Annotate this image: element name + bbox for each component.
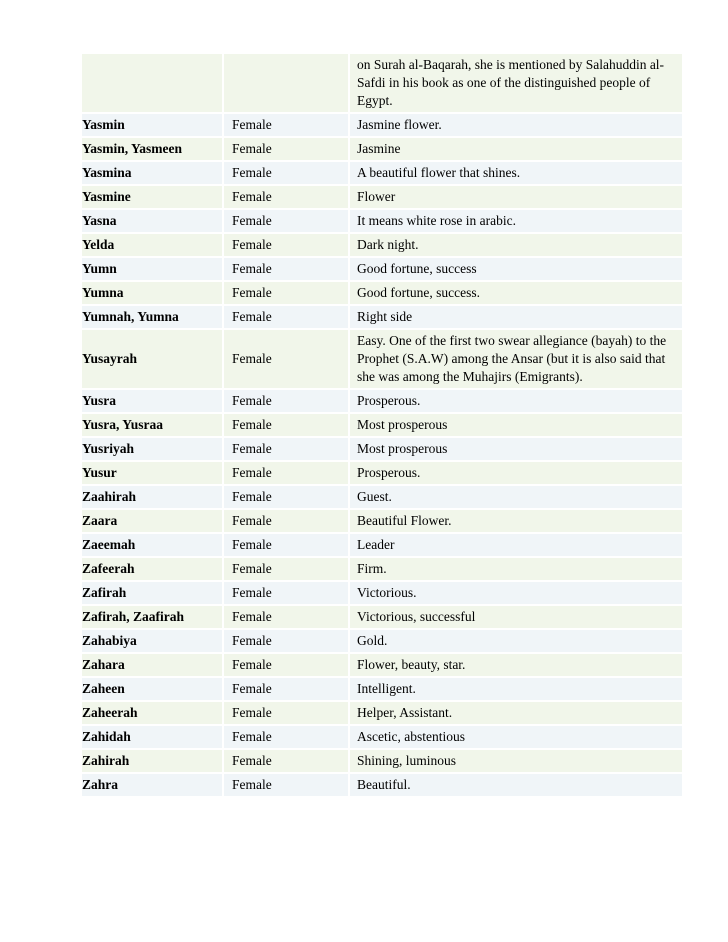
meaning-cell: Intelligent. xyxy=(350,678,682,700)
meaning-cell: Good fortune, success xyxy=(350,258,682,280)
name-cell: Yasmina xyxy=(82,162,222,184)
gender-cell: Female xyxy=(224,654,348,676)
name-cell: Zaahirah xyxy=(82,486,222,508)
gender-cell: Female xyxy=(224,210,348,232)
gender-cell: Female xyxy=(224,606,348,628)
meaning-cell: Shining, luminous xyxy=(350,750,682,772)
name-cell: Yasna xyxy=(82,210,222,232)
meaning-cell: A beautiful flower that shines. xyxy=(350,162,682,184)
name-cell: Zahra xyxy=(82,774,222,796)
table-row xyxy=(82,54,682,112)
table-row xyxy=(82,534,682,556)
gender-cell xyxy=(224,54,348,112)
meaning-cell: Dark night. xyxy=(350,234,682,256)
name-cell: Yusra, Yusraa xyxy=(82,414,222,436)
meaning-cell: Flower xyxy=(350,186,682,208)
gender-cell: Female xyxy=(224,486,348,508)
name-cell: Yusriyah xyxy=(82,438,222,460)
table-row xyxy=(82,390,682,412)
gender-cell: Female xyxy=(224,306,348,328)
name-cell: Zahabiya xyxy=(82,630,222,652)
table-row xyxy=(82,462,682,484)
meaning-cell: Guest. xyxy=(350,486,682,508)
gender-cell: Female xyxy=(224,258,348,280)
table-row xyxy=(82,774,682,796)
table-row xyxy=(82,186,682,208)
meaning-cell: Helper, Assistant. xyxy=(350,702,682,724)
gender-cell: Female xyxy=(224,138,348,160)
gender-cell: Female xyxy=(224,702,348,724)
meaning-cell: Gold. xyxy=(350,630,682,652)
table-row xyxy=(82,630,682,652)
meaning-cell: Beautiful. xyxy=(350,774,682,796)
table-row xyxy=(82,210,682,232)
names-table-body xyxy=(82,54,682,796)
meaning-cell: Good fortune, success. xyxy=(350,282,682,304)
table-row xyxy=(82,726,682,748)
meaning-cell: Right side xyxy=(350,306,682,328)
meaning-cell: Prosperous. xyxy=(350,462,682,484)
name-cell: Zafeerah xyxy=(82,558,222,580)
table-row xyxy=(82,654,682,676)
table-row xyxy=(82,234,682,256)
name-cell: Zaara xyxy=(82,510,222,532)
meaning-cell: on Surah al-Baqarah, she is mentioned by Salahuddin al-Safdi in his book as one of the distinguished people of Egypt. xyxy=(350,54,682,112)
name-cell: Yasmin, Yasmeen xyxy=(82,138,222,160)
table-row xyxy=(82,138,682,160)
name-cell: Yusur xyxy=(82,462,222,484)
meaning-cell: Jasmine xyxy=(350,138,682,160)
gender-cell: Female xyxy=(224,750,348,772)
meaning-cell: Victorious. xyxy=(350,582,682,604)
gender-cell: Female xyxy=(224,510,348,532)
name-cell: Yasmin xyxy=(82,114,222,136)
name-cell: Zaeemah xyxy=(82,534,222,556)
meaning-cell: Ascetic, abstentious xyxy=(350,726,682,748)
meaning-cell: Jasmine flower. xyxy=(350,114,682,136)
meaning-cell: Most prosperous xyxy=(350,438,682,460)
gender-cell: Female xyxy=(224,282,348,304)
table-row xyxy=(82,282,682,304)
name-cell: Yumna xyxy=(82,282,222,304)
gender-cell: Female xyxy=(224,630,348,652)
gender-cell: Female xyxy=(224,390,348,412)
table-row xyxy=(82,582,682,604)
name-cell xyxy=(82,54,222,112)
table-row xyxy=(82,258,682,280)
table-row xyxy=(82,702,682,724)
name-cell: Yusra xyxy=(82,390,222,412)
gender-cell: Female xyxy=(224,114,348,136)
name-cell: Yelda xyxy=(82,234,222,256)
meaning-cell: Beautiful Flower. xyxy=(350,510,682,532)
meaning-cell: Victorious, successful xyxy=(350,606,682,628)
table-row xyxy=(82,558,682,580)
meaning-cell: Leader xyxy=(350,534,682,556)
table-row xyxy=(82,330,682,388)
gender-cell: Female xyxy=(224,582,348,604)
meaning-cell: Prosperous. xyxy=(350,390,682,412)
name-cell: Zahirah xyxy=(82,750,222,772)
table-row xyxy=(82,162,682,184)
gender-cell: Female xyxy=(224,186,348,208)
meaning-cell: Flower, beauty, star. xyxy=(350,654,682,676)
gender-cell: Female xyxy=(224,438,348,460)
table-row xyxy=(82,114,682,136)
name-cell: Zaheen xyxy=(82,678,222,700)
gender-cell: Female xyxy=(224,726,348,748)
names-table xyxy=(80,52,684,798)
gender-cell: Female xyxy=(224,234,348,256)
table-row xyxy=(82,486,682,508)
table-row xyxy=(82,678,682,700)
meaning-cell: Easy. One of the first two swear allegiance (bayah) to the Prophet (S.A.W) among the Ansar (but it is also said that she was among the Muhajirs (Emigrants). xyxy=(350,330,682,388)
name-cell: Zafirah xyxy=(82,582,222,604)
name-cell: Yasmine xyxy=(82,186,222,208)
gender-cell: Female xyxy=(224,678,348,700)
gender-cell: Female xyxy=(224,162,348,184)
table-row xyxy=(82,306,682,328)
table-row xyxy=(82,414,682,436)
name-cell: Yumn xyxy=(82,258,222,280)
name-cell: Yumnah, Yumna xyxy=(82,306,222,328)
gender-cell: Female xyxy=(224,462,348,484)
table-row xyxy=(82,606,682,628)
name-cell: Zahara xyxy=(82,654,222,676)
name-cell: Zafirah, Zaafirah xyxy=(82,606,222,628)
gender-cell: Female xyxy=(224,534,348,556)
gender-cell: Female xyxy=(224,774,348,796)
name-cell: Yusayrah xyxy=(82,330,222,388)
gender-cell: Female xyxy=(224,330,348,388)
table-row xyxy=(82,438,682,460)
meaning-cell: Most prosperous xyxy=(350,414,682,436)
meaning-cell: It means white rose in arabic. xyxy=(350,210,682,232)
table-row xyxy=(82,750,682,772)
gender-cell: Female xyxy=(224,558,348,580)
gender-cell: Female xyxy=(224,414,348,436)
table-row xyxy=(82,510,682,532)
name-cell: Zahidah xyxy=(82,726,222,748)
meaning-cell: Firm. xyxy=(350,558,682,580)
name-cell: Zaheerah xyxy=(82,702,222,724)
